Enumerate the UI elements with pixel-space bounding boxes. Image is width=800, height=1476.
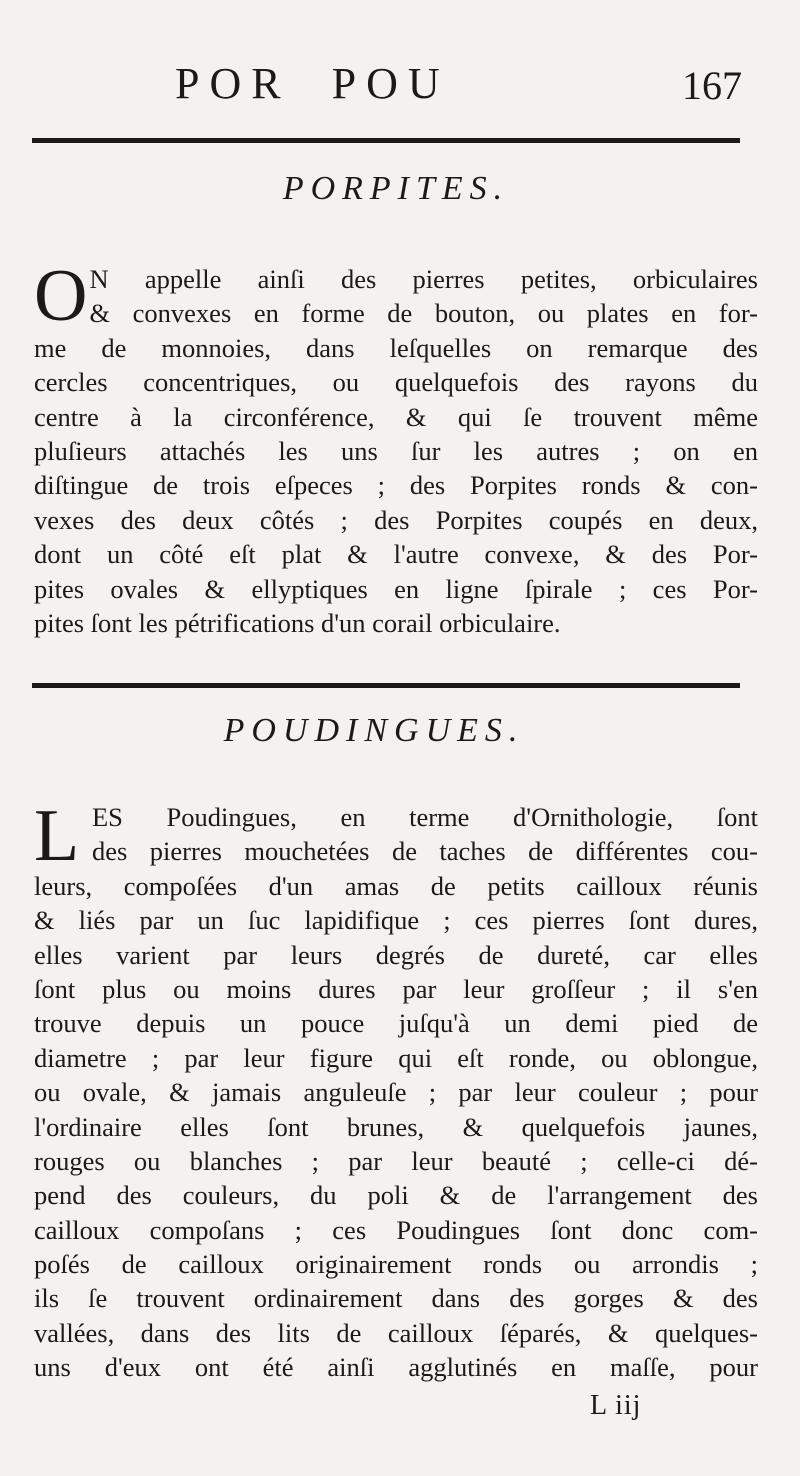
text-line: elles varient par leurs degrés de dureté, car elles <box>34 939 758 970</box>
text-line: l'ordinaire elles ſont brunes, & quelquefois jaunes, <box>34 1111 758 1142</box>
paragraph-porpites <box>34 255 758 640</box>
text-line: poſés de cailloux originairement ronds ou arrondis ; <box>34 1249 758 1280</box>
text-line: rouges ou blanches ; par leur beauté ; celle-ci dé- <box>34 1145 758 1176</box>
text-line: pluſieurs attachés les uns ſur les autres ; on en <box>34 435 758 466</box>
dropcap-l: L <box>34 795 80 877</box>
paragraph-poudingues <box>34 795 758 1385</box>
running-head <box>0 58 800 108</box>
section-divider-rule <box>32 683 740 688</box>
text-line: vexes des deux côtés ; des Porpites coupés en deux, <box>34 504 758 535</box>
section-title-poudingues: POUDINGUES. <box>223 712 525 749</box>
text-line: ils ſe trouvent ordinairement dans des gorges & des <box>34 1283 758 1314</box>
text-line: dont un côté eſt plat & l'autre convexe, & des Por- <box>34 539 758 570</box>
text-line: leurs, compoſées d'un amas de petits cailloux réunis <box>34 870 758 901</box>
text-line: trouve depuis un pouce juſqu'à un demi pied de <box>34 1008 758 1039</box>
text-line: des pierres mouchetées de taches de différentes cou- <box>92 836 758 867</box>
running-head-words: POR POU <box>175 59 450 108</box>
text-line: uns d'eux ont été ainſi agglutinés en maſſe, pour <box>34 1352 758 1383</box>
text-line: ou ovale, & jamais anguleuſe ; par leur couleur ; pour <box>34 1077 758 1108</box>
text-line: & convexes en forme de bouton, ou plates en for- <box>89 298 758 329</box>
text-line: N appelle ainſi des pierres petites, orbiculaires <box>89 264 758 294</box>
text-line: ES Poudingues, en terme d'Ornithologie, ſont <box>92 802 758 832</box>
text-line: ſont plus ou moins dures par leur groſſeur ; il s'en <box>34 973 758 1004</box>
text-line: & liés par un ſuc lapidifique ; ces pierres ſont dures, <box>34 905 758 936</box>
text-line: me de monnoies, dans leſquelles on remarque des <box>34 332 758 363</box>
text-line: cercles concentriques, ou quelquefois des rayons du <box>34 367 758 398</box>
text-line: pites ovales & ellyptiques en ligne ſpirale ; ces Por- <box>34 573 758 604</box>
signature-mark: L iij <box>590 1390 642 1421</box>
section-title-porpites: PORPITES. <box>282 170 510 207</box>
text-line: cailloux compoſans ; ces Poudingues ſont donc com- <box>34 1214 758 1245</box>
header-rule <box>32 138 740 143</box>
text-line: pend des couleurs, du poli & de l'arrangement des <box>34 1180 758 1211</box>
text-line: diametre ; par leur figure qui eſt ronde, ou oblongue, <box>34 1042 758 1073</box>
text-line: centre à la circonférence, & qui ſe trouvent même <box>34 401 758 432</box>
text-line: vallées, dans des lits de cailloux ſéparés, & quelques- <box>34 1317 758 1348</box>
dropcap-o: O <box>34 255 88 337</box>
page-number: 167 <box>682 63 742 108</box>
text-line: diſtingue de trois eſpeces ; des Porpites ronds & con- <box>34 470 758 501</box>
text-line: pites ſont les pétrifications d'un corail orbiculaire. <box>34 607 561 638</box>
